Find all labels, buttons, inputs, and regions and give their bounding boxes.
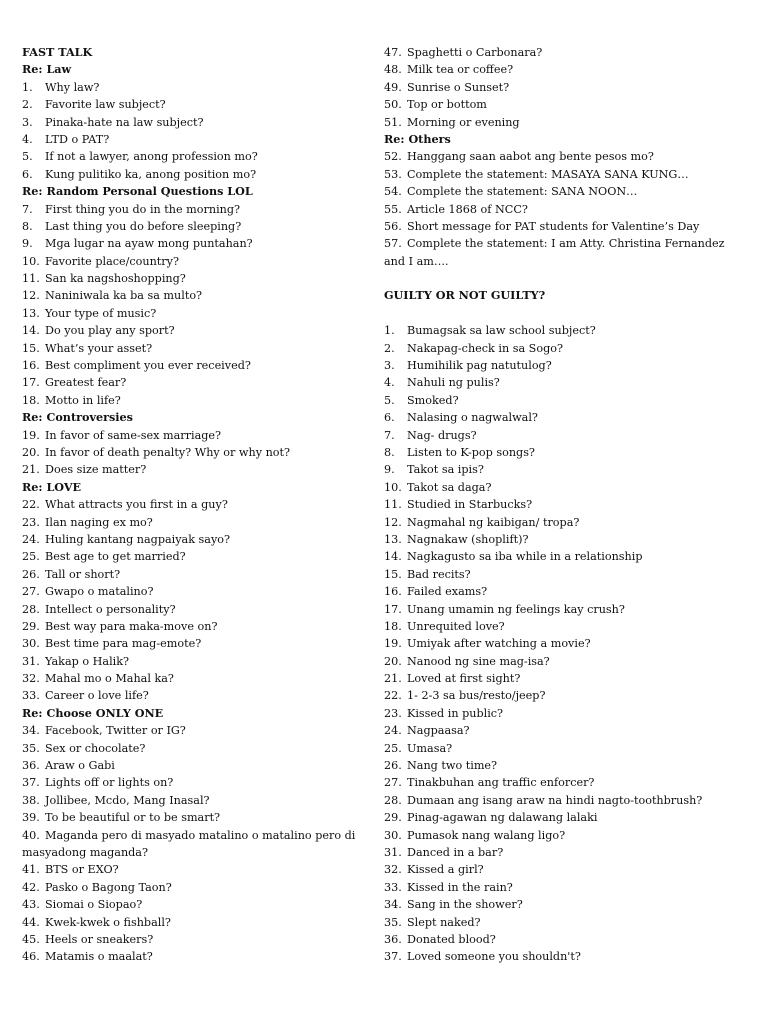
item-text: Your type of music? [45, 306, 157, 320]
item-number: 57. [384, 237, 402, 251]
list-item [22, 496, 362, 513]
list-item [384, 601, 724, 618]
item-number: 42. [22, 880, 40, 894]
item-number: 12. [22, 289, 40, 303]
item-text: Umasa? [407, 741, 453, 755]
list-item [384, 409, 724, 426]
item-text: In favor of same-sex marriage? [45, 428, 222, 442]
item-number: 22. [22, 498, 40, 512]
item-continuation: masyadong maganda? [22, 845, 148, 859]
item-text: Why law? [45, 80, 100, 94]
list-item [384, 809, 724, 826]
list-item [22, 201, 362, 218]
section-heading: FAST TALK [22, 45, 93, 59]
list-item [384, 166, 724, 183]
item-text: Takot sa ipis? [407, 463, 484, 477]
item-text: Best way para maka-move on? [45, 619, 218, 633]
item-number: 49. [384, 80, 402, 94]
item-number: 37. [384, 950, 402, 964]
item-number: 56. [384, 219, 402, 233]
item-text: Short message for PAT students for Valentine’s Day [407, 219, 700, 233]
item-number: 1. [384, 324, 395, 338]
list-item [22, 79, 362, 96]
list-item [22, 374, 362, 391]
item-number: 16. [384, 585, 402, 599]
item-text: Nagkagusto sa iba while in a relationship [407, 550, 643, 564]
item-number: 21. [22, 463, 40, 477]
item-number: 23. [384, 706, 402, 720]
item-number: 17. [384, 602, 402, 616]
list-item [384, 583, 724, 600]
item-text: Top or bottom [407, 98, 487, 112]
item-number: 5. [22, 150, 33, 164]
list-item [22, 461, 362, 478]
item-text: Sex or chocolate? [45, 741, 146, 755]
item-text: Nanood ng sine mag-isa? [407, 654, 550, 668]
item-number: 6. [384, 411, 395, 425]
item-number: 54. [384, 185, 402, 199]
list-item [22, 861, 362, 878]
section-heading: Re: Law [22, 62, 72, 77]
item-number: 17. [22, 376, 40, 390]
list-item [384, 896, 724, 913]
item-number: 1. [22, 80, 33, 94]
item-number: 2. [22, 98, 33, 112]
item-text: Heels or sneakers? [45, 932, 154, 946]
list-item [22, 931, 362, 948]
item-number: 22. [384, 689, 402, 703]
list-item [384, 635, 724, 652]
item-text: Complete the statement: I am Atty. Christina Fernandez [407, 237, 725, 251]
blank-line [384, 305, 724, 322]
list-item [22, 601, 362, 618]
item-number: 26. [384, 759, 402, 773]
item-number: 33. [22, 689, 40, 703]
list-item [22, 253, 362, 270]
list-item [384, 531, 724, 548]
list-item [22, 148, 362, 165]
item-text: Favorite law subject? [45, 98, 166, 112]
item-text: Jollibee, Mcdo, Mang Inasal? [45, 793, 210, 807]
list-item [384, 670, 724, 687]
list-item [22, 740, 362, 757]
item-text: What’s your asset? [45, 341, 153, 355]
item-text: Nagnakaw (shoplift)? [407, 532, 529, 546]
item-number: 40. [22, 828, 40, 842]
list-item [22, 687, 362, 704]
item-text: Matamis o maalat? [45, 950, 153, 964]
list-item [22, 322, 362, 339]
list-item [384, 357, 724, 374]
item-text: Nang two time? [407, 759, 498, 773]
item-number: 32. [384, 863, 402, 877]
item-text: Nalasing o nagwalwal? [407, 411, 538, 425]
list-item [22, 618, 362, 635]
list-item [22, 635, 362, 652]
item-number: 36. [22, 759, 40, 773]
list-item [384, 844, 724, 861]
list-item [384, 61, 724, 78]
section-heading: Re: Random Personal Questions LOL [22, 184, 253, 199]
item-number: 47. [384, 46, 402, 59]
list-item [384, 392, 724, 409]
list-item [22, 653, 362, 670]
list-item [22, 774, 362, 791]
item-text: Spaghetti o Carbonara? [407, 46, 543, 59]
item-text: Intellect o personality? [45, 602, 176, 616]
item-number: 15. [22, 341, 40, 355]
item-number: 36. [384, 932, 402, 946]
item-number: 24. [22, 532, 40, 546]
item-text: Humihilik pag natutulog? [407, 359, 552, 373]
item-text: Araw o Gabi [45, 759, 115, 773]
item-number: 20. [22, 445, 40, 459]
item-text: Listen to K-pop songs? [407, 445, 535, 459]
list-item [384, 514, 724, 531]
item-text: Failed exams? [407, 585, 488, 599]
item-text: Loved someone you shouldn't? [407, 950, 581, 964]
list-item [384, 914, 724, 931]
item-text: Naniniwala ka ba sa multo? [45, 289, 203, 303]
item-text: Favorite place/country? [45, 254, 179, 268]
list-item [384, 235, 724, 252]
item-text: Nag- drugs? [407, 428, 477, 442]
item-number: 2. [384, 341, 395, 355]
right-column [384, 44, 724, 966]
list-item [384, 427, 724, 444]
item-number: 4. [384, 376, 395, 390]
item-text: Mga lugar na ayaw mong puntahan? [45, 237, 253, 251]
item-number: 31. [22, 654, 40, 668]
item-text: Last thing you do before sleeping? [45, 219, 242, 233]
item-text: San ka nagshoshopping? [45, 272, 186, 286]
item-text: Gwapo o matalino? [45, 585, 154, 599]
list-item [384, 757, 724, 774]
item-text: Hanggang saan aabot ang bente pesos mo? [407, 150, 654, 164]
list-item [384, 496, 724, 513]
list-item [22, 670, 362, 687]
item-number: 45. [22, 932, 40, 946]
item-text: First thing you do in the morning? [45, 202, 241, 216]
item-number: 15. [384, 567, 402, 581]
list-item [22, 96, 362, 113]
item-text: Pinag-agawan ng dalawang lalaki [407, 811, 598, 825]
item-text: BTS or EXO? [45, 863, 119, 877]
list-item [384, 96, 724, 113]
list-item [22, 444, 362, 461]
item-number: 11. [22, 272, 40, 286]
list-item [22, 514, 362, 531]
list-item [22, 340, 362, 357]
item-number: 35. [384, 915, 402, 929]
item-number: 25. [384, 741, 402, 755]
list-item [22, 114, 362, 131]
list-item [22, 235, 362, 252]
item-number: 34. [384, 898, 402, 912]
item-text: Best age to get married? [45, 550, 186, 564]
blank-line [384, 270, 724, 287]
item-text: Smoked? [407, 393, 459, 407]
item-text: Nagpaasa? [407, 724, 470, 738]
list-item [22, 427, 362, 444]
item-text: Complete the statement: MASAYA SANA KUNG… [407, 167, 689, 181]
item-number: 35. [22, 741, 40, 755]
item-number: 26. [22, 567, 40, 581]
item-number: 25. [22, 550, 40, 564]
list-item [22, 287, 362, 304]
item-text: Unang umamin ng feelings kay crush? [407, 602, 625, 616]
item-text: Kwek-kwek o fishball? [45, 915, 171, 929]
item-number: 19. [384, 637, 402, 651]
list-item [384, 566, 724, 583]
item-text: Pumasok nang walang ligo? [407, 828, 566, 842]
item-text: Motto in life? [45, 393, 121, 407]
item-number: 28. [22, 602, 40, 616]
list-item [384, 687, 724, 704]
item-text: Kissed in public? [407, 706, 504, 720]
list-item [22, 879, 362, 896]
item-number: 8. [22, 219, 33, 233]
item-text: Nahuli ng pulis? [407, 376, 500, 390]
list-item [22, 548, 362, 565]
item-number: 39. [22, 811, 40, 825]
item-text: Kissed in the rain? [407, 880, 513, 894]
item-text: LTD o PAT? [45, 132, 110, 146]
item-number: 51. [384, 115, 402, 129]
item-text: Do you play any sport? [45, 324, 175, 338]
item-text: Takot sa daga? [407, 480, 492, 494]
item-number: 7. [384, 428, 395, 442]
item-text: Morning or evening [407, 115, 520, 129]
item-number: 7. [22, 202, 33, 216]
item-number: 9. [384, 463, 395, 477]
list-item [384, 444, 724, 461]
item-text: Ilan naging ex mo? [45, 515, 153, 529]
list-item [384, 705, 724, 722]
list-item [384, 722, 724, 739]
item-text: Kung pulitiko ka, anong position mo? [45, 167, 257, 181]
item-text: Kissed a girl? [407, 863, 484, 877]
item-text: Career o love life? [45, 689, 149, 703]
list-item [22, 531, 362, 548]
item-number: 6. [22, 167, 33, 181]
item-text: Sunrise o Sunset? [407, 80, 510, 94]
list-item [22, 792, 362, 809]
list-item [22, 757, 362, 774]
item-number: 18. [22, 393, 40, 407]
item-number: 16. [22, 359, 40, 373]
list-item [384, 931, 724, 948]
item-text: Umiyak after watching a movie? [407, 637, 591, 651]
list-item [22, 827, 362, 844]
item-text: Best compliment you ever received? [45, 359, 251, 373]
item-number: 12. [384, 515, 402, 529]
list-item [22, 166, 362, 183]
list-item [384, 201, 724, 218]
item-number: 9. [22, 237, 33, 251]
item-number: 29. [22, 619, 40, 633]
item-number: 3. [22, 115, 33, 129]
item-text: Greatest fear? [45, 376, 127, 390]
item-number: 19. [22, 428, 40, 442]
list-item [384, 861, 724, 878]
item-number: 27. [384, 776, 402, 790]
item-text: Facebook, Twitter or IG? [45, 724, 186, 738]
list-item [22, 809, 362, 826]
list-item [22, 131, 362, 148]
item-text: Nagmahal ng kaibigan/ tropa? [407, 515, 580, 529]
list-item [384, 218, 724, 235]
item-number: 11. [384, 498, 402, 512]
item-number: 31. [384, 845, 402, 859]
item-number: 14. [384, 550, 402, 564]
list-item [22, 305, 362, 322]
list-item [384, 340, 724, 357]
item-number: 18. [384, 619, 402, 633]
list-item [384, 653, 724, 670]
item-text: Dumaan ang isang araw na hindi nagto-toothbrush? [407, 793, 703, 807]
item-number: 13. [22, 306, 40, 320]
item-number: 48. [384, 63, 402, 77]
item-text: Studied in Starbucks? [407, 498, 533, 512]
section-heading: Re: LOVE [22, 479, 82, 494]
item-text: Bumagsak sa law school subject? [407, 324, 596, 338]
item-text: Donated blood? [407, 932, 496, 946]
item-text: Siomai o Siopao? [45, 898, 143, 912]
item-number: 27. [22, 585, 40, 599]
item-text: Slept naked? [407, 915, 481, 929]
item-number: 55. [384, 202, 402, 216]
list-item [384, 79, 724, 96]
item-text: Unrequited love? [407, 619, 505, 633]
item-number: 41. [22, 863, 40, 877]
item-text: Huling kantang nagpaiyak sayo? [45, 532, 231, 546]
item-number: 30. [22, 637, 40, 651]
item-text: Sang in the shower? [407, 898, 523, 912]
item-text: In favor of death penalty? Why or why not? [45, 445, 291, 459]
item-number: 10. [22, 254, 40, 268]
item-number: 14. [22, 324, 40, 338]
list-item [384, 461, 724, 478]
item-number: 34. [22, 724, 40, 738]
item-number: 5. [384, 393, 395, 407]
item-number: 3. [384, 359, 395, 373]
item-number: 52. [384, 150, 402, 164]
item-number: 23. [22, 515, 40, 529]
item-number: 28. [384, 793, 402, 807]
item-number: 44. [22, 915, 40, 929]
list-item [384, 548, 724, 565]
list-item [384, 792, 724, 809]
item-number: 13. [384, 532, 402, 546]
item-number: 33. [384, 880, 402, 894]
item-text: Bad recits? [407, 567, 471, 581]
list-item [384, 183, 724, 200]
item-text: Yakap o Halik? [45, 654, 130, 668]
list-item [384, 618, 724, 635]
item-number: 20. [384, 654, 402, 668]
item-number: 37. [22, 776, 40, 790]
list-item [22, 357, 362, 374]
item-text: If not a lawyer, anong profession mo? [45, 150, 258, 164]
item-text: To be beautiful or to be smart? [45, 811, 221, 825]
item-text: Pinaka-hate na law subject? [45, 115, 204, 129]
item-number: 50. [384, 98, 402, 112]
item-text: Best time para mag-emote? [45, 637, 202, 651]
item-number: 10. [384, 480, 402, 494]
item-text: Lights off or lights on? [45, 776, 174, 790]
list-item [22, 722, 362, 739]
item-text: Tinakbuhan ang traffic enforcer? [407, 776, 595, 790]
item-number: 30. [384, 828, 402, 842]
section-heading: Re: Others [384, 131, 451, 146]
item-number: 8. [384, 445, 395, 459]
item-text: Maganda pero di masyado matalino o matalino pero di [45, 828, 356, 842]
section-heading: Re: Controversies [22, 410, 133, 425]
list-item [384, 148, 724, 165]
list-item [22, 896, 362, 913]
item-text: Loved at first sight? [407, 672, 521, 686]
item-number: 21. [384, 672, 402, 686]
item-text: Danced in a bar? [407, 845, 504, 859]
list-item [22, 914, 362, 931]
item-continuation: and I am…. [384, 254, 449, 268]
item-text: Article 1868 of NCC? [407, 202, 528, 216]
list-item [22, 583, 362, 600]
list-item [22, 392, 362, 409]
item-number: 29. [384, 811, 402, 825]
list-item [22, 218, 362, 235]
list-item [22, 948, 362, 965]
list-item [384, 322, 724, 339]
list-item [384, 827, 724, 844]
list-item [384, 114, 724, 131]
item-text: Does size matter? [45, 463, 147, 477]
item-number: 4. [22, 132, 33, 146]
list-item [22, 566, 362, 583]
item-number: 53. [384, 167, 402, 181]
item-number: 38. [22, 793, 40, 807]
item-text: Pasko o Bagong Taon? [45, 880, 172, 894]
item-text: 1- 2-3 sa bus/resto/jeep? [407, 689, 546, 703]
list-item [384, 774, 724, 791]
item-text: What attracts you first in a guy? [45, 498, 228, 512]
item-text: Milk tea or coffee? [407, 63, 514, 77]
list-item [384, 374, 724, 391]
section-heading: GUILTY OR NOT GUILTY? [384, 288, 546, 303]
item-text: Tall or short? [45, 567, 121, 581]
list-item [384, 740, 724, 757]
item-text: Complete the statement: SANA NOON… [407, 185, 638, 199]
list-item [384, 948, 724, 965]
list-item [384, 44, 724, 61]
item-number: 46. [22, 950, 40, 964]
list-item [384, 879, 724, 896]
item-number: 24. [384, 724, 402, 738]
list-item [384, 479, 724, 496]
item-text: Mahal mo o Mahal ka? [45, 672, 174, 686]
section-heading: Re: Choose ONLY ONE [22, 705, 164, 720]
item-text: Nakapag-check in sa Sogo? [407, 341, 563, 355]
item-number: 32. [22, 672, 40, 686]
item-number: 43. [22, 898, 40, 912]
left-column [22, 44, 362, 966]
list-item [22, 270, 362, 287]
